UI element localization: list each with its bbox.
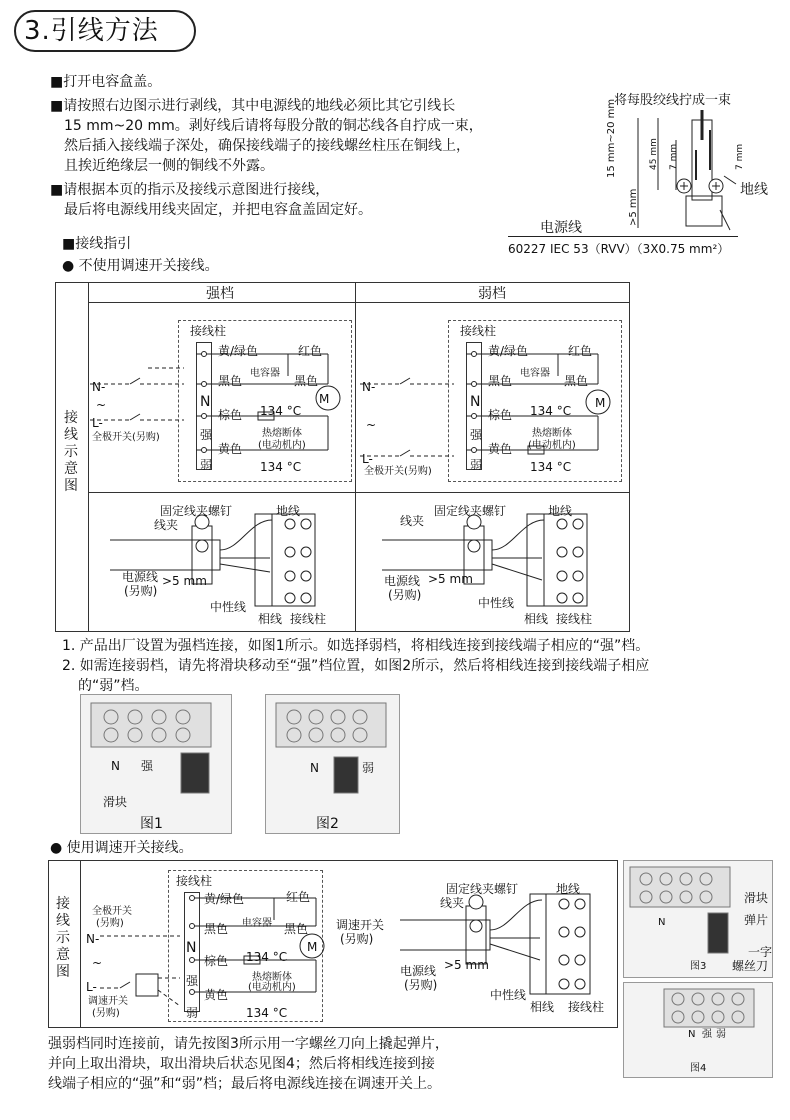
- figure-4-photo: N 强 弱 图4: [623, 982, 773, 1078]
- figure-2-photo: N 弱: [265, 694, 400, 834]
- note-2: 2. 如需连接弱档，请先将滑块移动至“强”档位置，如图2所示，然后将相线连接到接线端子相应: [62, 658, 650, 674]
- bottom-line: 强弱档同时连接前，请先按图3所示用一字螺丝刀向上撬起弹片，: [48, 1036, 449, 1052]
- fig1-caption: 图1: [140, 816, 163, 832]
- wire-strip-diagram: [600, 110, 770, 240]
- intro-line: ■请根据本页的指示及接线示意图进行接线，: [50, 182, 330, 198]
- guide-heading: ■接线指引: [62, 236, 132, 252]
- bottom-line: 并向上取出滑块，取出滑块后状态见图4；然后将相线连接到接: [48, 1056, 435, 1072]
- side-label: 接线示意图: [64, 410, 78, 494]
- dim-45: 45 mm: [649, 138, 659, 170]
- strip-spec: 60227 IEC 53（RVV）（3X0.75 mm²）: [508, 242, 730, 256]
- with-switch-heading: ● 使用调速开关接线。: [50, 840, 193, 856]
- strip-caption: 将每股绞线拧成一束: [614, 93, 732, 108]
- divider: [508, 236, 738, 237]
- divider: [88, 302, 630, 303]
- divider: [88, 492, 630, 493]
- section-title: 3.引线方法: [14, 10, 196, 52]
- note-1: 1. 产品出厂设置为强档连接，如图1所示。如选择弱档，将相线连接到接线端子相应的“强”档。: [62, 638, 650, 654]
- figure-3-photo: N 滑块 弹片 一字 螺丝刀 图3: [623, 860, 773, 978]
- side-label: 接线示意图: [56, 896, 70, 980]
- dim-7a: 7 mm: [669, 143, 679, 170]
- strip-ground: 地线: [740, 182, 768, 198]
- dim-7b: 7 mm: [735, 143, 745, 170]
- intro-line: 最后将电源线用线夹固定，并把电容盒盖固定好。: [64, 202, 372, 218]
- intro-line: ■请按照右边图示进行剥线，其中电源线的地线必须比其它引线长: [50, 98, 456, 114]
- col-strong: 强档: [206, 286, 234, 302]
- fig2-caption: 图2: [316, 816, 339, 832]
- divider: [80, 860, 81, 1028]
- col-weak: 弱档: [478, 286, 506, 302]
- dim-gt5: >5 mm: [628, 188, 639, 226]
- slider-label: 滑块: [103, 795, 128, 809]
- divider: [355, 282, 356, 632]
- dim-15-20: 15 mm~20 mm: [606, 98, 617, 178]
- intro-line: 15 mm~20 mm。剥好线后请将每股分散的铜芯线各自拧成一束，: [64, 118, 483, 134]
- strip-cable: 电源线: [540, 220, 582, 236]
- note-2b: 的“弱”档。: [78, 678, 149, 694]
- no-switch-heading: ● 不使用调速开关接线。: [62, 258, 219, 274]
- intro-line: ■打开电容盒盖。: [50, 74, 162, 90]
- intro-line: 然后插入接线端子深处，确保接线端子的接线螺丝柱压在铜线上，: [64, 138, 470, 154]
- figure-1-photo: N 强 滑块: [80, 694, 232, 834]
- intro-line: 且挨近绝缘层一侧的铜线不外露。: [64, 158, 274, 174]
- bottom-line: 线端子相应的“强”和“弱”档；最后将电源线连接在调速开关上。: [48, 1076, 442, 1092]
